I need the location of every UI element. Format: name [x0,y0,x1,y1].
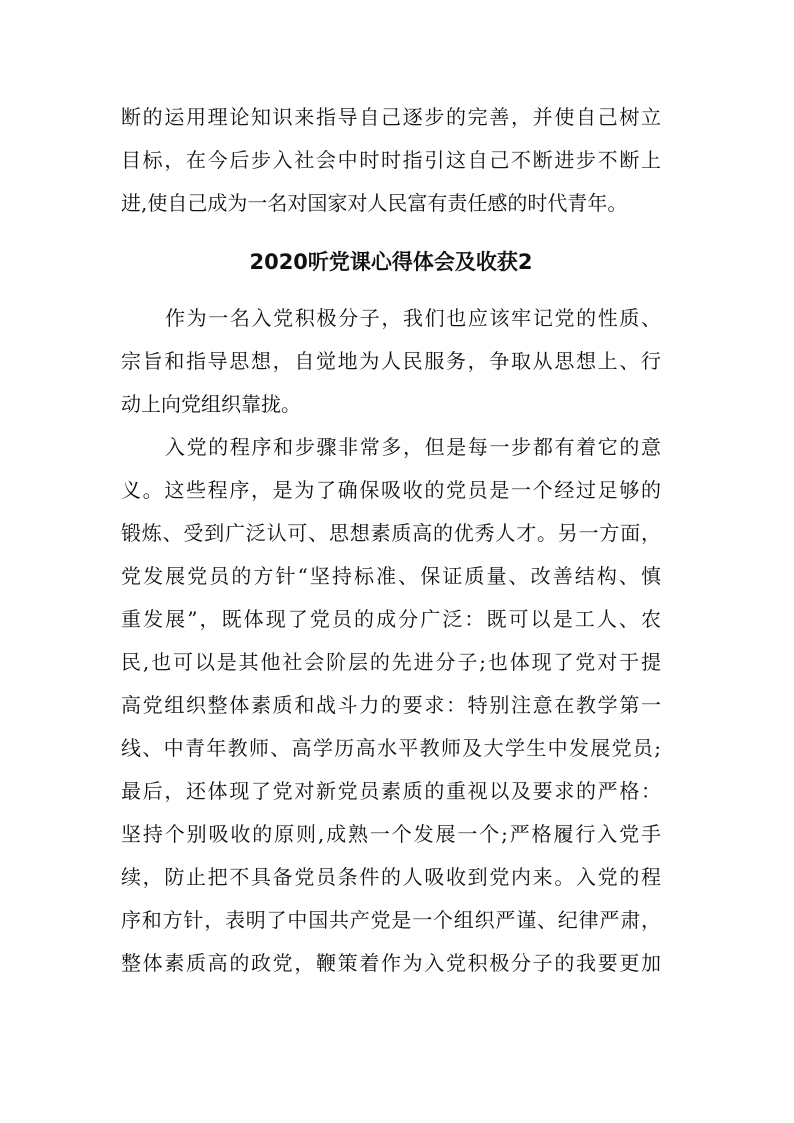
paragraph2-line: 党发展党员的方针“坚持标准、保证质量、改善结构、慎 [121,564,661,588]
paragraph2-line: 线、中青年教师、高学历高水平教师及大学生中发展党员; [121,736,661,760]
paragraph2-line: 续，防止把不具备党员条件的人吸收到党内来。入党的程 [121,865,661,889]
paragraph2-line: 民,也可以是其他社会阶层的先进分子;也体现了党对于提 [121,650,661,674]
intro-line: 目标，在今后步入社会中时时指引这自己不断进步不断上 [121,148,661,172]
paragraph2-line: 整体素质高的政党，鞭策着作为入党积极分子的我要更加 [121,951,661,975]
section-title: 2020听党课心得体会及收获2 [249,250,533,274]
paragraph1-line: 动上向党组织靠拢。 [121,392,301,416]
paragraph2-line: 义。这些程序，是为了确保吸收的党员是一个经过足够的 [121,478,661,502]
paragraph2-line: 锻炼、受到广泛认可、思想素质高的优秀人才。另一方面， [121,521,661,545]
paragraph2-line: 最后，还体现了党对新党员素质的重视以及要求的严格： [121,779,661,803]
paragraph2-line: 入党的程序和步骤非常多，但是每一步都有着它的意 [165,435,661,459]
intro-line: 断的运用理论知识来指导自己逐步的完善，并使自己树立 [121,105,661,129]
paragraph1-line: 宗旨和指导思想，自觉地为人民服务，争取从思想上、行 [121,349,661,373]
intro-line: 进,使自己成为一名对国家对人民富有责任感的时代青年。 [121,191,628,215]
paragraph2-line: 坚持个别吸收的原则,成熟一个发展一个;严格履行入党手 [121,822,661,846]
paragraph2-line: 重发展”，既体现了党员的成分广泛：既可以是工人、农 [121,607,661,631]
paragraph1-line: 作为一名入党积极分子，我们也应该牢记党的性质、 [165,306,661,330]
paragraph2-line: 序和方针，表明了中国共产党是一个组织严谨、纪律严肃， [121,908,661,932]
paragraph2-line: 高党组织整体素质和战斗力的要求：特别注意在教学第一 [121,693,661,717]
